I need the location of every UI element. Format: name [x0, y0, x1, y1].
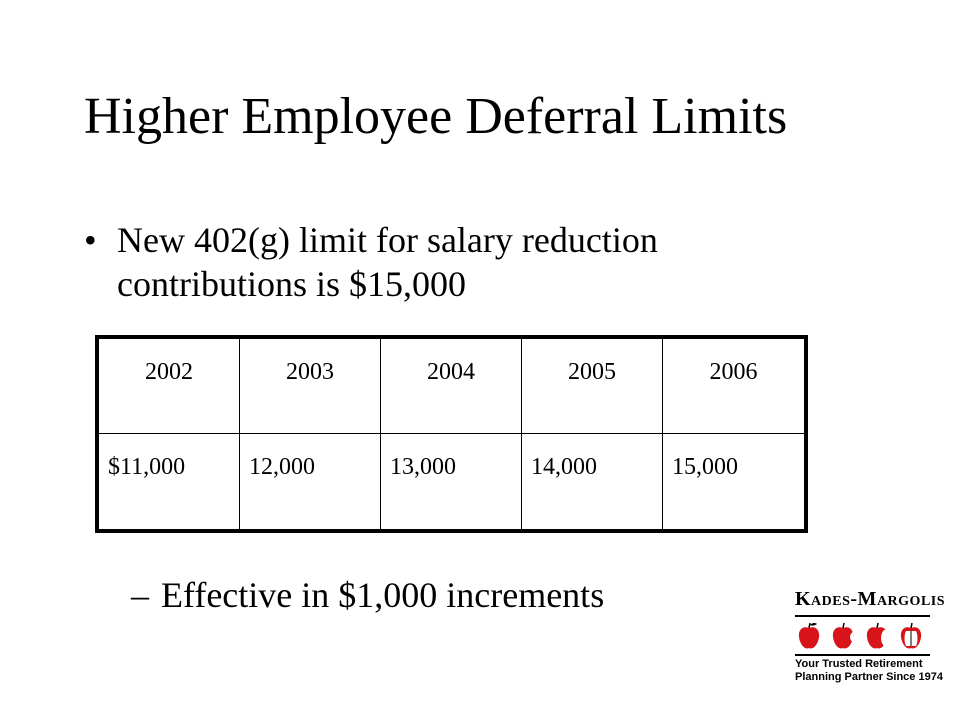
sub-bullet-symbol: – — [131, 575, 149, 615]
logo-name: Kades-Margolis — [795, 588, 946, 610]
table-header-cell: 2002 — [99, 339, 240, 434]
apples-icon — [797, 622, 927, 652]
bullet-text: New 402(g) limit for salary reduction contributions is $15,000 — [117, 220, 658, 304]
logo-rule-top — [795, 615, 930, 617]
sub-bullet-item — [131, 573, 604, 617]
table-value-cell: 13,000 — [381, 434, 522, 529]
table-value-cell: 15,000 — [672, 454, 738, 480]
apple-bitten-icon — [833, 623, 853, 648]
table-value-cell: 14,000 — [522, 434, 663, 529]
apple-core-icon — [867, 623, 888, 648]
table-header-cell: 2004 — [381, 339, 522, 434]
table-value-cell: 12,000 — [240, 434, 381, 529]
table-header-cell: 2003 — [240, 339, 381, 434]
sub-bullet-text: Effective in $1,000 increments — [161, 575, 605, 615]
apple-halves-icon — [901, 623, 921, 648]
table-header-cell: 2006 — [663, 339, 804, 434]
logo-tagline — [795, 658, 943, 684]
logo-rule-bottom — [795, 654, 930, 656]
slide-title: Higher Employee Deferral Limits — [84, 88, 788, 145]
table-value-cell: $11,000 — [99, 434, 240, 529]
logo-tagline-line-1: Your Trusted Retirement — [795, 658, 923, 670]
deferral-limits-table — [95, 335, 808, 533]
company-logo — [795, 588, 946, 698]
logo-tagline-line-2: Planning Partner Since 1974 — [795, 671, 943, 683]
table-header-cell: 2005 — [522, 339, 663, 434]
apple-icon — [799, 623, 819, 648]
bullet-symbol: • — [84, 220, 97, 260]
